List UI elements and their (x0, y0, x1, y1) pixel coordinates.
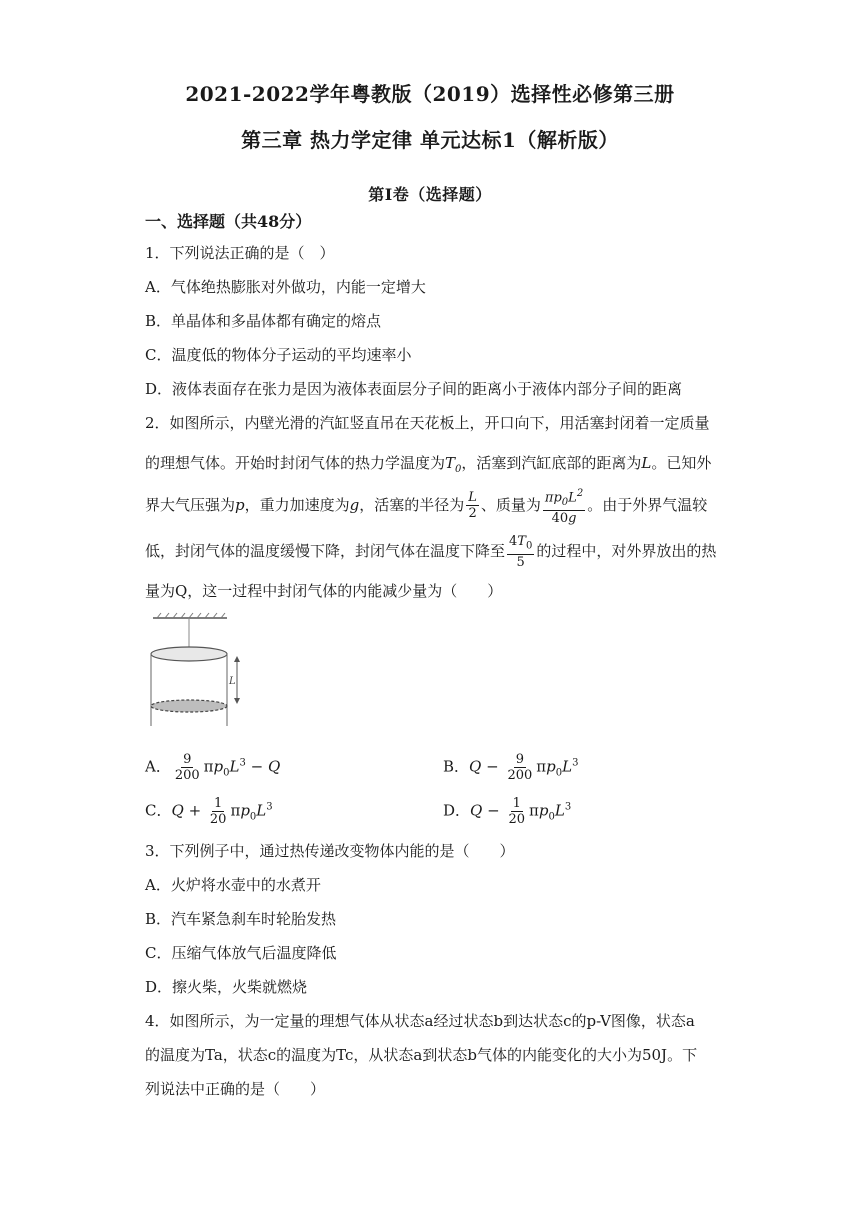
question-3-option-a: A．火炉将水壶中的水煮开 (145, 876, 321, 894)
question-1-option-d: D．液体表面存在张力是因为液体表面层分子间的距离小于液体内部分子间的距离 (145, 380, 683, 398)
question-2-line3: 界大气压强为p，重力加速度为g，活塞的半径为 $\frac{L}{2}$ 、质量为 $\frac{\pi p_0L^2}{40g}$ 。由于外界气温较 (145, 488, 708, 526)
question-4-line2: 的温度为Ta，状态c的温度为Tc，从状态a到状态b气体的内能变化的大小为50J。下 (145, 1046, 698, 1064)
symbol-t0: $T_0$ (445, 454, 462, 475)
question-3-option-b: B．汽车紧急刹车时轮胎发热 (145, 910, 337, 928)
question-1-option-c: C．温度低的物体分子运动的平均速率小 (145, 346, 412, 364)
question-3-option-c: C．压缩气体放气后温度降低 (145, 944, 337, 962)
question-4-line3: 列说法中正确的是（ ） (145, 1080, 326, 1098)
fraction-l-over-2: $\frac{L}{2}$ (468, 490, 477, 522)
question-1-option-a: A．气体绝热膨胀对外做功，内能一定增大 (145, 278, 426, 296)
fraction-4t0-over-5: $\frac{4T_0}{5}$ (509, 534, 533, 570)
question-3-option-d: D．擦火柴，火柴就燃烧 (145, 978, 308, 996)
question-2-option-d: D．Q − $\frac{1}{20}$ $\pi p_0L^3$ (443, 796, 572, 827)
question-2-line5: 量为Q，这一过程中封闭气体的内能减少量为（ ） (145, 582, 503, 600)
document-title-line2: 第三章 热力学定律 单元达标1（解析版） (241, 128, 619, 152)
piston (151, 700, 227, 712)
question-2-line2: 的理想气体。开始时封闭气体的热力学温度为$T_0$，活塞到汽缸底部的距离为L。已知外 (145, 454, 712, 475)
question-2-option-a: A． $\frac{9}{200}$ $\pi p_0L^3 - Q$ (145, 752, 281, 783)
question-2-option-c: C．Q + $\frac{1}{20}$ $\pi p_0L^3$ (145, 796, 273, 827)
section-heading: 一、选择题（共48分） (145, 212, 312, 231)
cylinder-figure (145, 612, 245, 738)
cylinder-top (151, 647, 227, 661)
dimension-arrow-bottom (234, 698, 240, 704)
document-title-line1: 2021-2022学年粤教版（2019）选择性必修第三册 (185, 82, 675, 106)
question-3-stem: 3．下列例子中，通过热传递改变物体内能的是（ ） (145, 842, 515, 860)
question-2-line1: 2．如图所示，内壁光滑的汽缸竖直吊在天花板上，开口向下，用活塞封闭着一定质量 (145, 414, 710, 432)
dimension-label: L (229, 676, 236, 687)
question-1-option-b: B．单晶体和多晶体都有确定的熔点 (145, 312, 382, 330)
fraction-mass: $\frac{\pi p_0L^2}{40g}$ (544, 488, 584, 526)
question-2-line4: 低，封闭气体的温度缓慢下降，封闭气体在温度下降至 $\frac{4T_0}{5}$ 的过程中，对外界放出的热 (145, 534, 717, 570)
question-2-option-b: B．Q − $\frac{9}{200}$ $\pi p_0L^3$ (443, 752, 579, 783)
question-4-line1: 4．如图所示，为一定量的理想气体从状态a经过状态b到达状态c的p-V图像，状态a (145, 1012, 695, 1030)
question-1-stem: 1．下列说法正确的是（ ） (145, 244, 335, 262)
volume-label: 第Ⅰ卷（选择题） (368, 185, 492, 204)
dimension-arrow-top (234, 656, 240, 662)
